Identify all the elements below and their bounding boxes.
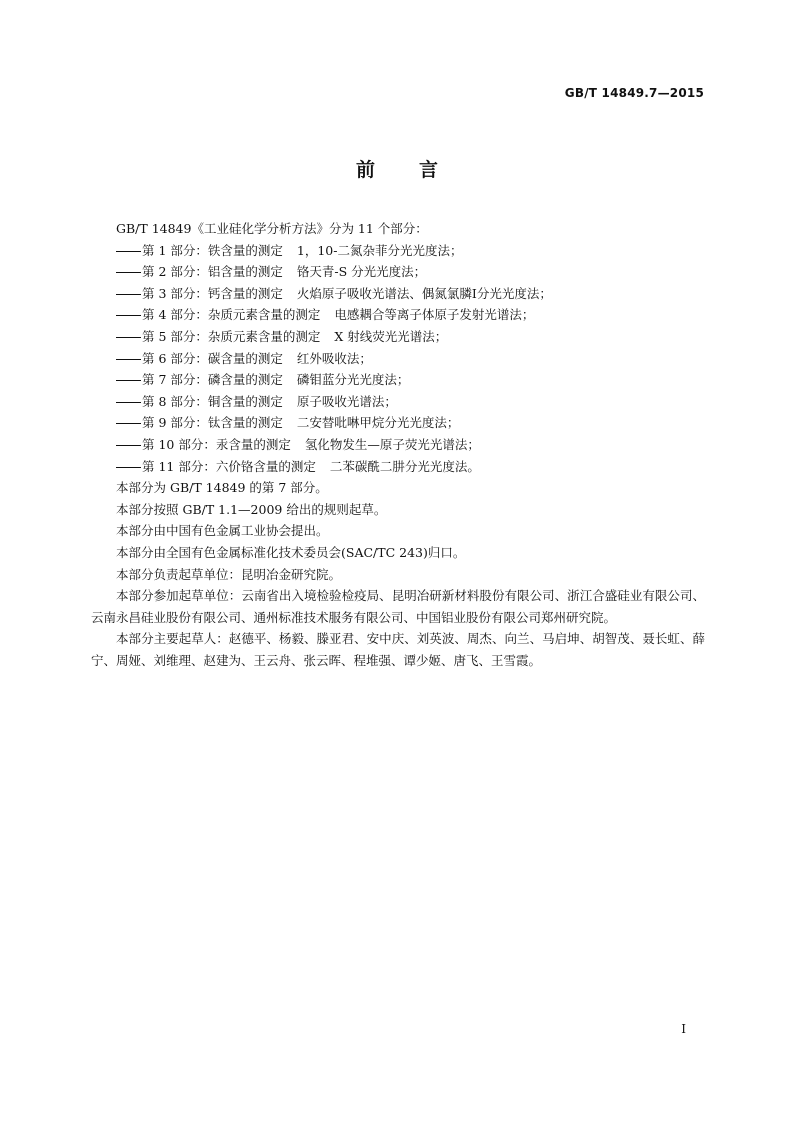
statement-lead-drafter: 本部分负责起草单位：昆明冶金研究院。 — [116, 566, 342, 582]
statement-committee: 本部分由全国有色金属标准化技术委员会(SAC/TC 243)归口。 — [116, 544, 466, 560]
statement-participants: 本部分参加起草单位：云南省出入境检验检疫局、昆明冶研新材料股份有限公司、浙江合盛硅业有限公司、云南永昌硅业股份有限公司、通州标准技术服务有限公司、中国铝业股份有限公司郑州研究院。 — [91, 588, 705, 625]
list-item: 第 5 部分：杂质元素含量的测定 X 射线荧光光谱法； — [91, 326, 705, 348]
em-dash-mark — [116, 359, 141, 360]
statement-main-drafters: 本部分主要起草人：赵德平、杨毅、滕亚君、安中庆、刘英波、周杰、向兰、马启坤、胡智茂、聂长虹、薛宁、周娅、刘维理、赵建为、王云舟、张云晖、程堆强、谭少姬、唐飞、王雪霞。 — [91, 631, 705, 668]
em-dash-mark — [116, 315, 141, 316]
list-item: 第 4 部分：杂质元素含量的测定 电感耦合等离子体原子发射光谱法； — [91, 304, 705, 326]
list-item: 第 7 部分：磷含量的测定 磷钼蓝分光光度法； — [91, 369, 705, 391]
em-dash-mark — [116, 467, 141, 468]
list-item: 第 9 部分：钛含量的测定 二安替吡啉甲烷分光光度法； — [91, 412, 705, 434]
statement-drafting-rules: 本部分按照 GB/T 1.1—2009 给出的规则起草。 — [116, 501, 387, 517]
em-dash-mark — [116, 272, 141, 273]
em-dash-mark — [116, 445, 141, 446]
list-item: 第 8 部分：铜含量的测定 原子吸收光谱法； — [91, 391, 705, 413]
list-item: 第 3 部分：钙含量的测定 火焰原子吸收光谱法、偶氮氯膦Ⅰ分光光度法； — [91, 283, 705, 305]
list-item: 第 11 部分：六价铬含量的测定 二苯碳酰二肼分光光度法。 — [91, 456, 705, 478]
standard-code: GB/T 14849.7—2015 — [564, 86, 704, 100]
em-dash-mark — [116, 251, 141, 252]
intro-paragraph: GB/T 14849《工业硅化学分析方法》分为 11 个部分： — [116, 221, 428, 236]
list-item: 第 10 部分：汞含量的测定 氢化物发生—原子荧光光谱法； — [91, 434, 705, 456]
statement-proposer: 本部分由中国有色金属工业协会提出。 — [116, 523, 329, 539]
em-dash-mark — [116, 337, 141, 338]
foreword-body — [91, 218, 705, 671]
page-title: 前言 — [355, 159, 482, 181]
statement-part-number: 本部分为 GB/T 14849 的第 7 部分。 — [116, 480, 328, 496]
em-dash-mark — [116, 380, 141, 381]
list-item: 第 1 部分：铁含量的测定 1，10-二氮杂菲分光光度法； — [91, 240, 705, 262]
em-dash-mark — [116, 294, 141, 295]
em-dash-mark — [116, 423, 141, 424]
list-item: 第 6 部分：碳含量的测定 红外吸收法； — [91, 348, 705, 370]
em-dash-mark — [116, 402, 141, 403]
list-item: 第 2 部分：铝含量的测定 铬天青-S 分光光度法； — [91, 261, 705, 283]
page-number: I — [681, 1022, 686, 1036]
parts-list — [91, 240, 705, 478]
